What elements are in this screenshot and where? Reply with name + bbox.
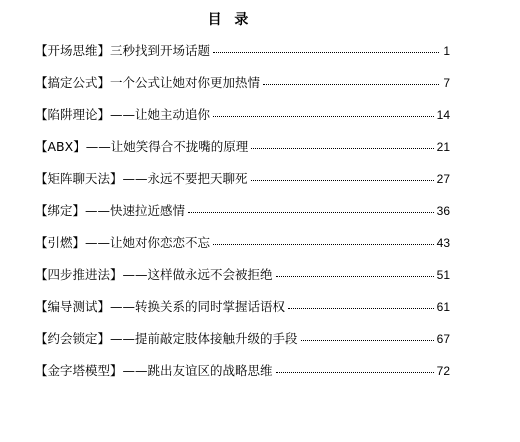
toc-entry[interactable] bbox=[35, 171, 450, 203]
toc-entry-title: 【搞定公式】一个公式让她对你更加热情 bbox=[35, 75, 261, 90]
toc-entry-title: 【引燃】——让她对你恋恋不忘 bbox=[35, 235, 211, 250]
toc-entry-page: 14 bbox=[436, 108, 450, 122]
dot-leader bbox=[251, 170, 434, 181]
toc-entry-title: 【陷阱理论】——让她主动追你 bbox=[35, 107, 211, 122]
toc-entry-title: 【开场思维】三秒找到开场话题 bbox=[35, 43, 211, 58]
toc-entry-page: 51 bbox=[436, 268, 450, 282]
toc-entry-title: 【矩阵聊天法】——永远不要把天聊死 bbox=[35, 171, 248, 186]
toc-entry[interactable] bbox=[35, 363, 450, 395]
dot-leader bbox=[213, 234, 434, 245]
toc-entry-page: 36 bbox=[436, 204, 450, 218]
toc-entry[interactable] bbox=[35, 75, 450, 107]
toc-entry[interactable] bbox=[35, 139, 450, 171]
dot-leader bbox=[213, 42, 439, 53]
toc-entry-page: 21 bbox=[436, 140, 450, 154]
dot-leader bbox=[251, 138, 433, 149]
toc-entry-page: 7 bbox=[443, 76, 450, 90]
toc-entry-title: 【约会锁定】——提前敲定肢体接触升级的手段 bbox=[35, 331, 298, 346]
toc-entry[interactable] bbox=[35, 43, 450, 75]
dot-leader bbox=[188, 202, 434, 213]
dot-leader bbox=[276, 266, 434, 277]
dot-leader bbox=[276, 362, 434, 373]
toc-entry-page: 61 bbox=[436, 300, 450, 314]
dot-leader bbox=[263, 74, 439, 85]
toc-entry[interactable] bbox=[35, 331, 450, 363]
toc-list bbox=[35, 43, 450, 395]
toc-entry-title: 【四步推进法】——这样做永远不会被拒绝 bbox=[35, 267, 273, 282]
toc-entry[interactable] bbox=[35, 299, 450, 331]
toc-entry[interactable] bbox=[35, 203, 450, 235]
toc-entry-page: 43 bbox=[436, 236, 450, 250]
toc-entry-page: 1 bbox=[443, 44, 450, 58]
dot-leader bbox=[288, 298, 434, 309]
toc-entry-page: 27 bbox=[436, 172, 450, 186]
dot-leader bbox=[301, 330, 434, 341]
toc-entry[interactable] bbox=[35, 267, 450, 299]
dot-leader bbox=[213, 106, 434, 117]
toc-entry-page: 72 bbox=[436, 364, 450, 378]
toc-entry-title: 【ABX】——让她笑得合不拢嘴的原理 bbox=[35, 139, 249, 154]
toc-entry-page: 67 bbox=[436, 332, 450, 346]
toc-entry[interactable] bbox=[35, 107, 450, 139]
toc-heading: 目 录 bbox=[207, 12, 253, 28]
toc-entry-title: 【金字塔模型】——跳出友谊区的战略思维 bbox=[35, 363, 273, 378]
toc-entry[interactable] bbox=[35, 235, 450, 267]
toc-entry-title: 【编导测试】——转换关系的同时掌握话语权 bbox=[35, 299, 286, 314]
toc-entry-title: 【绑定】——快速拉近感情 bbox=[35, 203, 186, 218]
